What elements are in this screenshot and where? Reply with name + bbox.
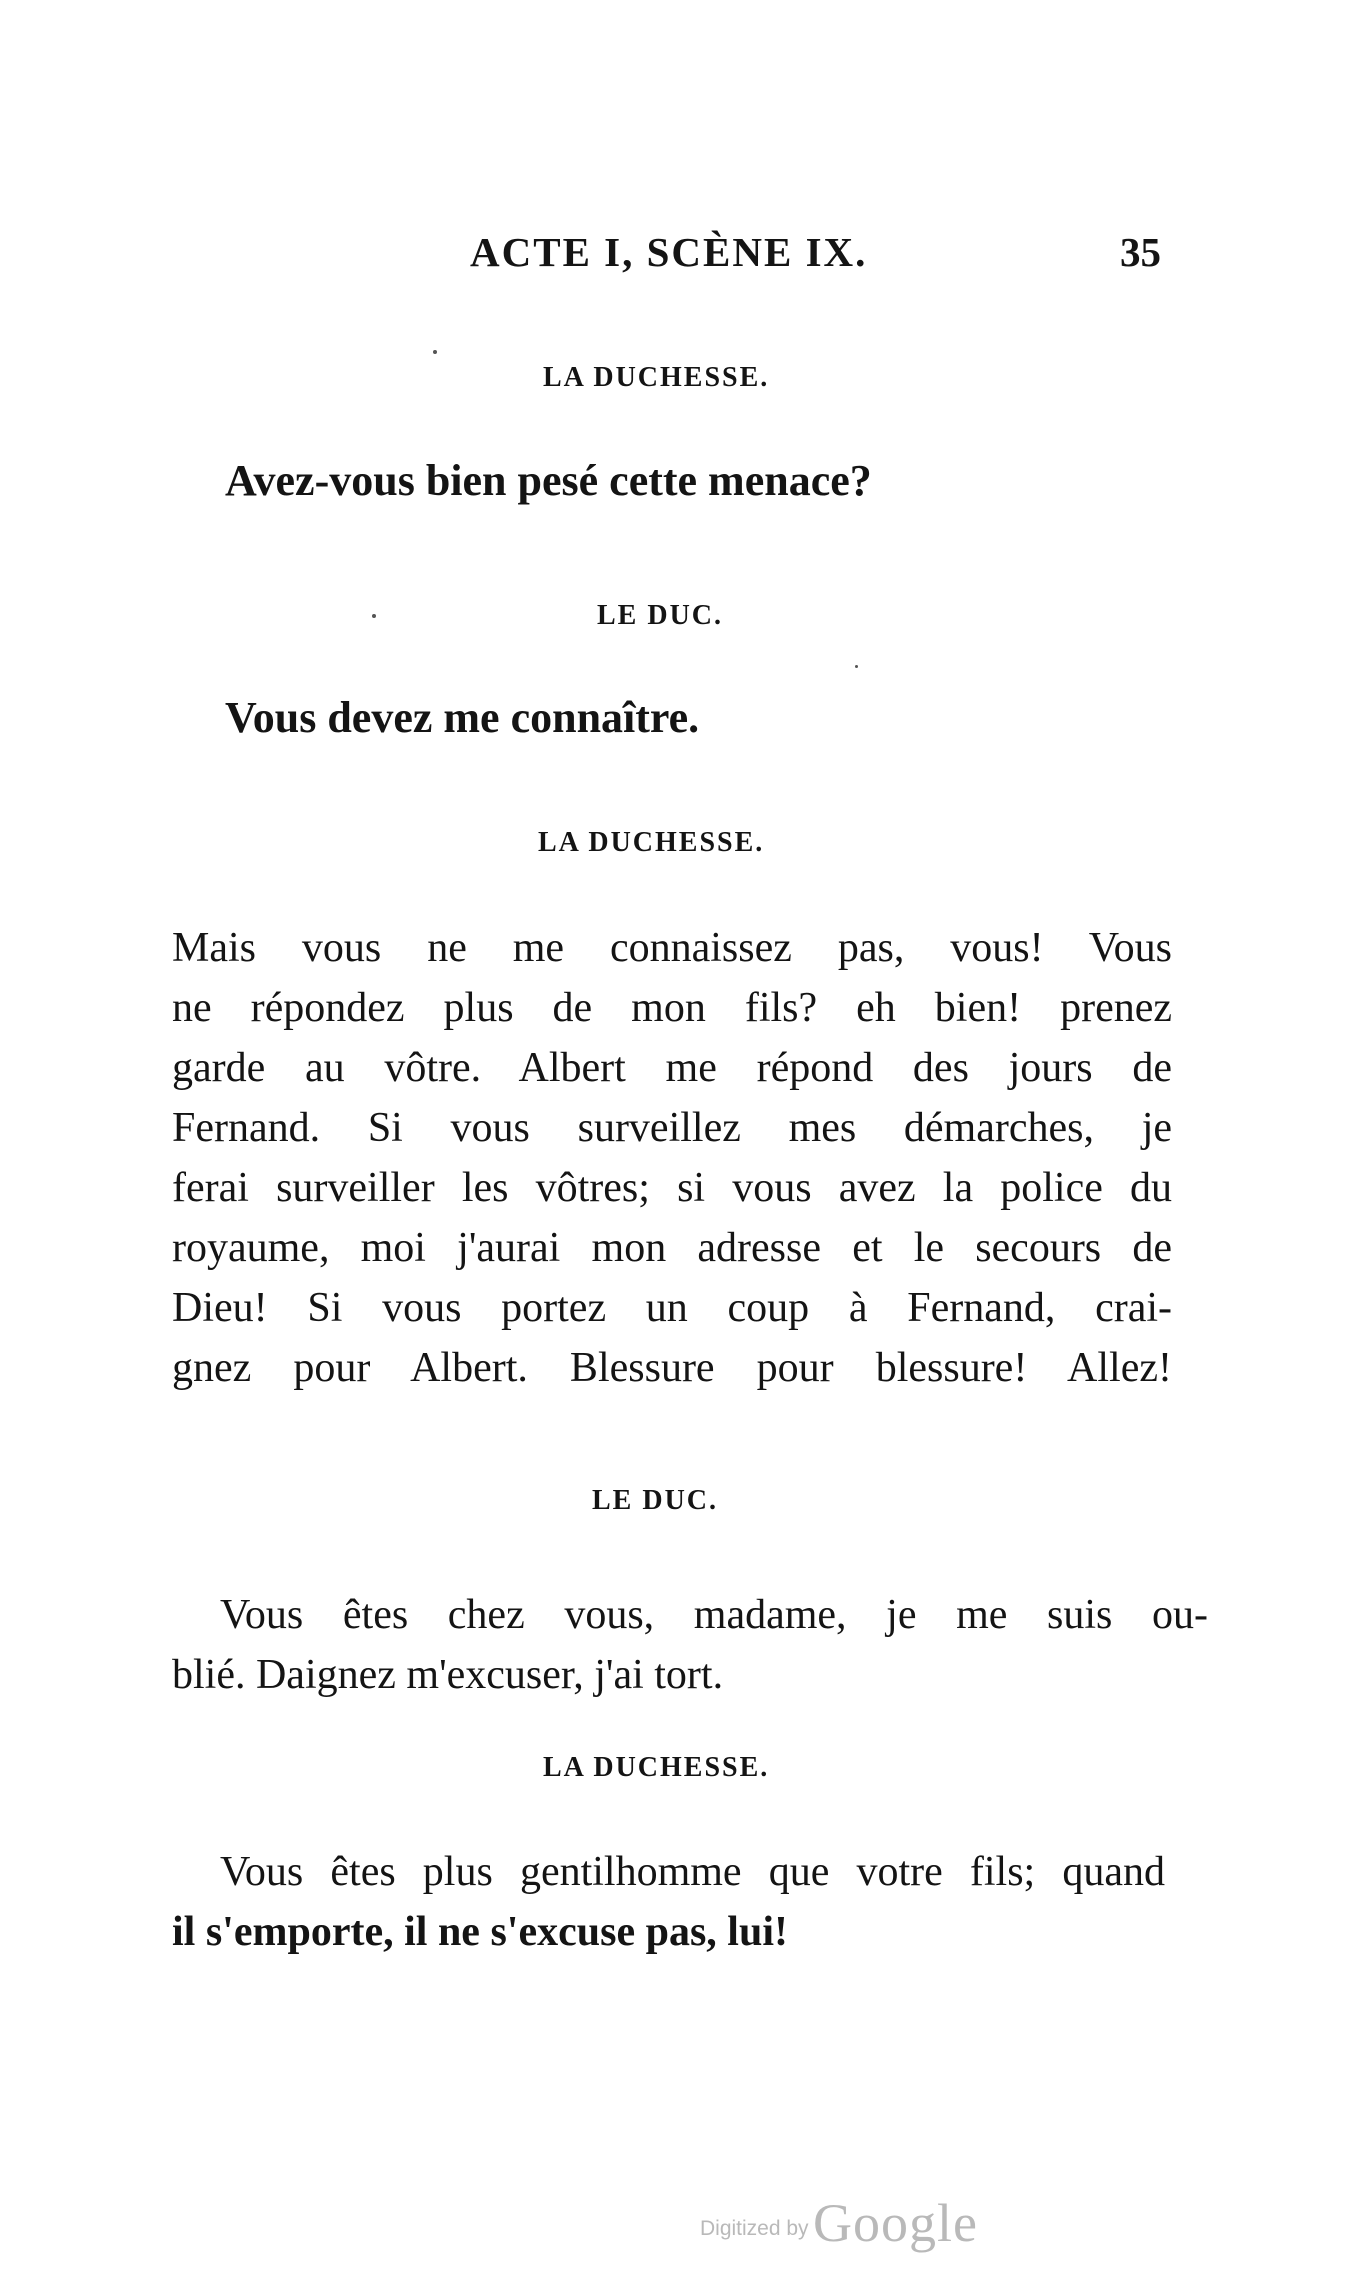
speaker-label: LA DUCHESSE. [543, 1752, 770, 1783]
speech-line: garde au vôtre. Albert me répond des jours de [172, 1045, 1172, 1091]
speaker-label: LE DUC. [592, 1485, 719, 1516]
speaker-label: LA DUCHESSE. [543, 362, 770, 393]
speech-line: il s'emporte, il ne s'excuse pas, lui! [172, 1909, 788, 1955]
speech-line: blié. Daignez m'excuser, j'ai tort. [172, 1652, 724, 1698]
speech-line: Avez-vous bien pesé cette menace? [225, 456, 872, 505]
print-speck [372, 614, 376, 618]
speech-line: Mais vous ne me connaissez pas, vous! Vous [172, 925, 1172, 971]
speech-line: ne répondez plus de mon fils? eh bien! prenez [172, 985, 1172, 1031]
running-title: ACTE I, SCÈNE IX. [470, 229, 868, 275]
speech-line: royaume, moi j'aurai mon adresse et le secours de [172, 1225, 1172, 1271]
print-speck [855, 665, 858, 668]
page-number: 35 [1120, 229, 1161, 275]
speech-paragraph [172, 1585, 1208, 1705]
speech-paragraph [172, 918, 1172, 1398]
speech-line: ferai surveiller les vôtres; si vous avez la police du [172, 1165, 1172, 1211]
print-speck [433, 350, 437, 354]
speech-line: Vous êtes plus gentilhomme que votre fils; quand [220, 1849, 1165, 1895]
watermark-brand: Google [813, 2193, 978, 2253]
speech-paragraph [172, 1842, 1165, 1962]
speech-line: Fernand. Si vous surveillez mes démarches, je [172, 1105, 1172, 1151]
digitized-watermark [700, 2192, 978, 2254]
watermark-prefix: Digitized by [700, 2217, 809, 2240]
speaker-label: LE DUC. [597, 600, 724, 631]
speaker-label: LA DUCHESSE. [538, 827, 765, 858]
speech-line: gnez pour Albert. Blessure pour blessure! Allez! [172, 1345, 1172, 1391]
speech-line: Vous êtes chez vous, madame, je me suis ou- [220, 1592, 1208, 1638]
speech-line: Dieu! Si vous portez un coup à Fernand, crai- [172, 1285, 1172, 1331]
speech-line: Vous devez me connaître. [225, 693, 700, 742]
